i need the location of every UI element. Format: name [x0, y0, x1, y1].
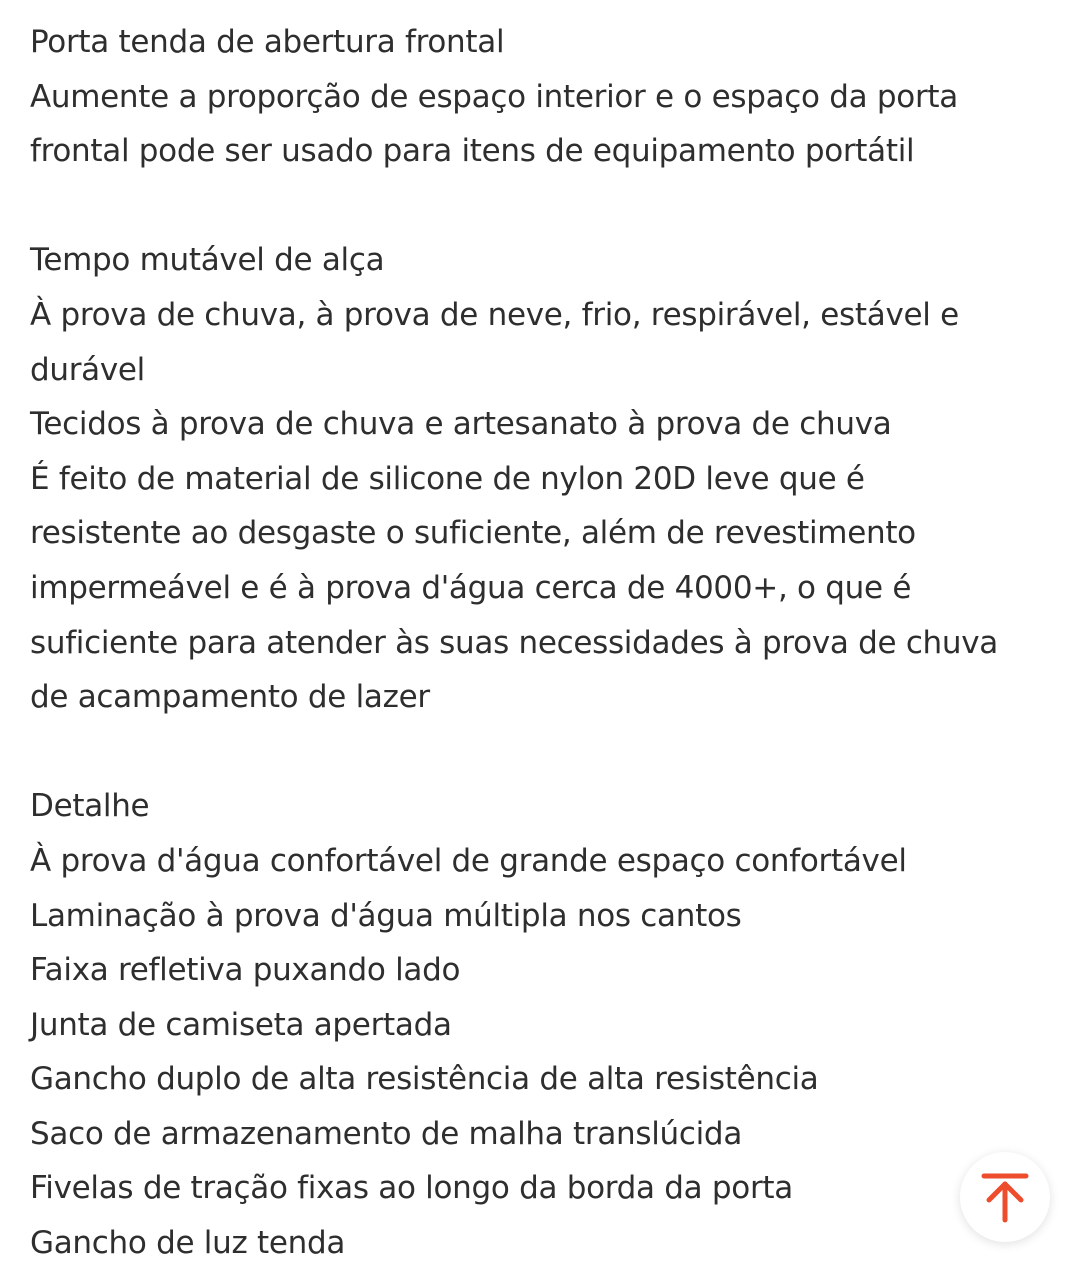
description-line: Porta tenda de abertura frontal	[30, 24, 505, 60]
description-line: Aumente a proporção de espaço interior e o espaço da porta	[30, 78, 958, 115]
description-line: Saco de armazenamento de malha translúcida	[30, 1115, 743, 1152]
description-line: frontal pode ser usado para itens de equipamento portátil	[30, 133, 915, 170]
arrow-up-to-top-icon	[978, 1170, 1032, 1224]
description-line: Laminação à prova d'água múltipla nos cantos	[30, 897, 742, 934]
description-line: Gancho de luz tenda	[30, 1225, 346, 1262]
description-line: Faixa refletiva puxando lado	[30, 952, 461, 989]
description-line: À prova de chuva, à prova de neve, frio, respirável, estável e	[30, 296, 959, 333]
description-line: É feito de material de silicone de nylon 20D leve que é	[30, 460, 865, 497]
description-line: Fivelas de tração fixas ao longo da borda da porta	[30, 1170, 793, 1207]
description-line: Tecidos à prova de chuva e artesanato à prova de chuva	[30, 406, 892, 443]
blank-line	[30, 725, 1040, 780]
description-line: À prova d'água confortável de grande espaço confortável	[30, 842, 907, 879]
description-line: suficiente para atender às suas necessidades à prova de chuva	[30, 624, 998, 661]
product-description	[30, 15, 1040, 1271]
blank-line	[30, 179, 1040, 234]
back-to-top-button[interactable]	[960, 1152, 1050, 1242]
description-line: de acampamento de lazer	[30, 679, 430, 716]
description-line: Junta de camiseta apertada	[30, 1006, 452, 1043]
description-line: Tempo mutável de alça	[30, 242, 385, 279]
description-line: Detalhe	[30, 788, 150, 825]
description-line: Gancho duplo de alta resistência de alta resistência	[30, 1061, 819, 1098]
description-line: durável	[30, 351, 145, 388]
description-line: resistente ao desgaste o suficiente, além de revestimento	[30, 515, 916, 552]
description-line: impermeável e é à prova d'água cerca de 4000+, o que é	[30, 569, 912, 606]
